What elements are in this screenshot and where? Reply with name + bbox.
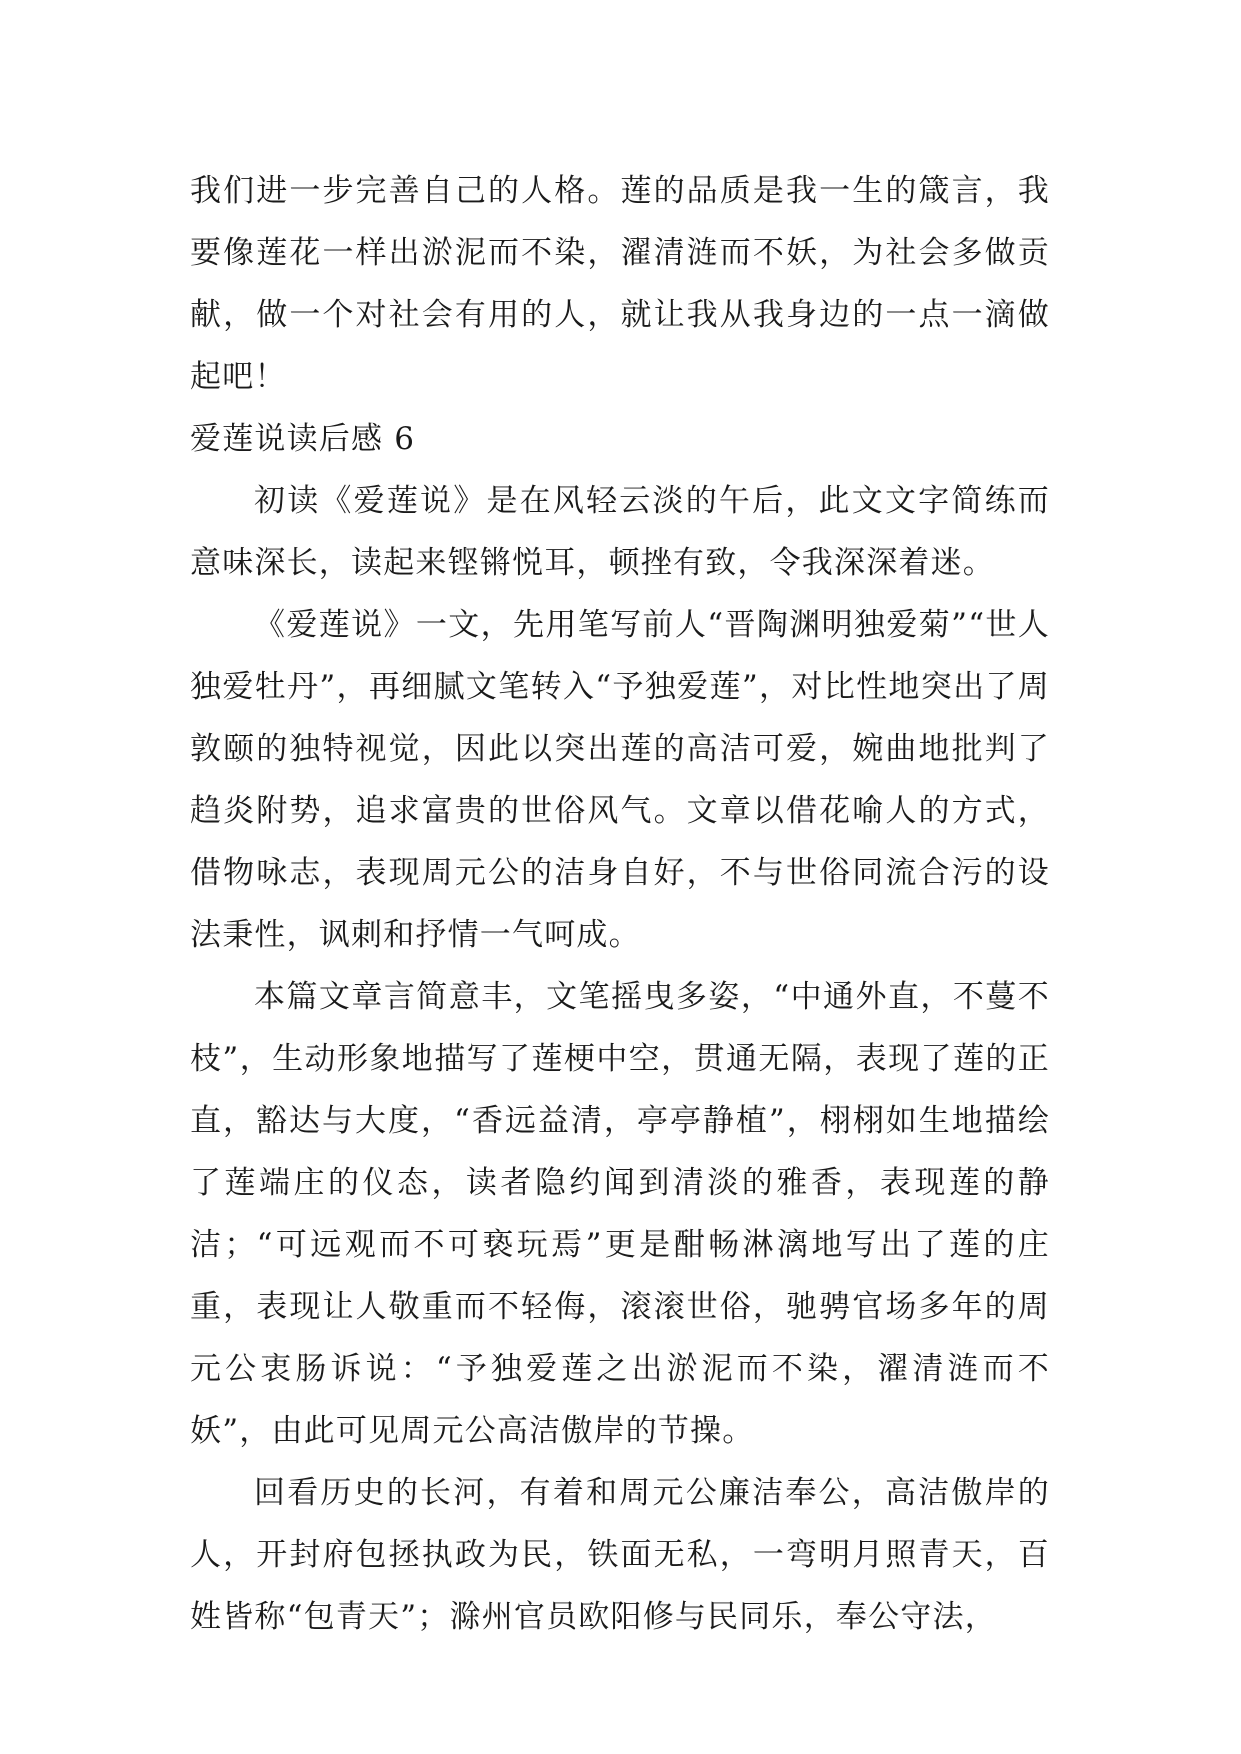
document-body: [190, 160, 1050, 1648]
continuation-paragraph: 我们进一步完善自己的人格。莲的品质是我一生的箴言，我要像莲花一样出淤泥而不染，濯清涟而不妖，为社会多做贡献，做一个对社会有用的人，就让我从我身边的一点一滴做起吧！: [190, 173, 1050, 395]
section-title: 爱莲说读后感 6: [190, 421, 416, 457]
body-paragraph-2: 《爱莲说》一文，先用笔写前人“晋陶渊明独爱菊”“世人独爱牡丹”，再细腻文笔转入“予独爱莲”，对比性地突出了周敦颐的独特视觉，因此以突出莲的高洁可爱，婉曲地批判了趋炎附势，追求富贵的世俗风气。文章以借花喻人的方式，借物咏志，表现周元公的洁身自好，不与世俗同流合污的设法秉性，讽刺和抒情一气呵成。: [190, 607, 1050, 953]
body-paragraph-3: 本篇文章言简意丰，文笔摇曳多姿，“中通外直，不蔓不枝”，生动形象地描写了莲梗中空，贯通无隔，表现了莲的正直，豁达与大度，“香远益清，亭亭静植”，栩栩如生地描绘了莲端庄的仪态，读者隐约闻到清淡的雅香，表现莲的静洁；“可远观而不可亵玩焉”更是酣畅淋漓地写出了莲的庄重，表现让人敬重而不轻侮，滚滚世俗，驰骋官场多年的周元公衷肠诉说：“予独爱莲之出淤泥而不染，濯清涟而不妖”，由此可见周元公高洁傲岸的节操。: [190, 979, 1050, 1449]
body-paragraph-1: 初读《爱莲说》是在风轻云淡的午后，此文文字简练而意味深长，读起来铿锵悦耳，顿挫有致，令我深深着迷。: [190, 483, 1050, 581]
body-paragraph-4: 回看历史的长河，有着和周元公廉洁奉公，高洁傲岸的人，开封府包拯执政为民，铁面无私，一弯明月照青天，百姓皆称“包青天”；滁州官员欧阳修与民同乐，奉公守法，: [190, 1475, 1050, 1635]
